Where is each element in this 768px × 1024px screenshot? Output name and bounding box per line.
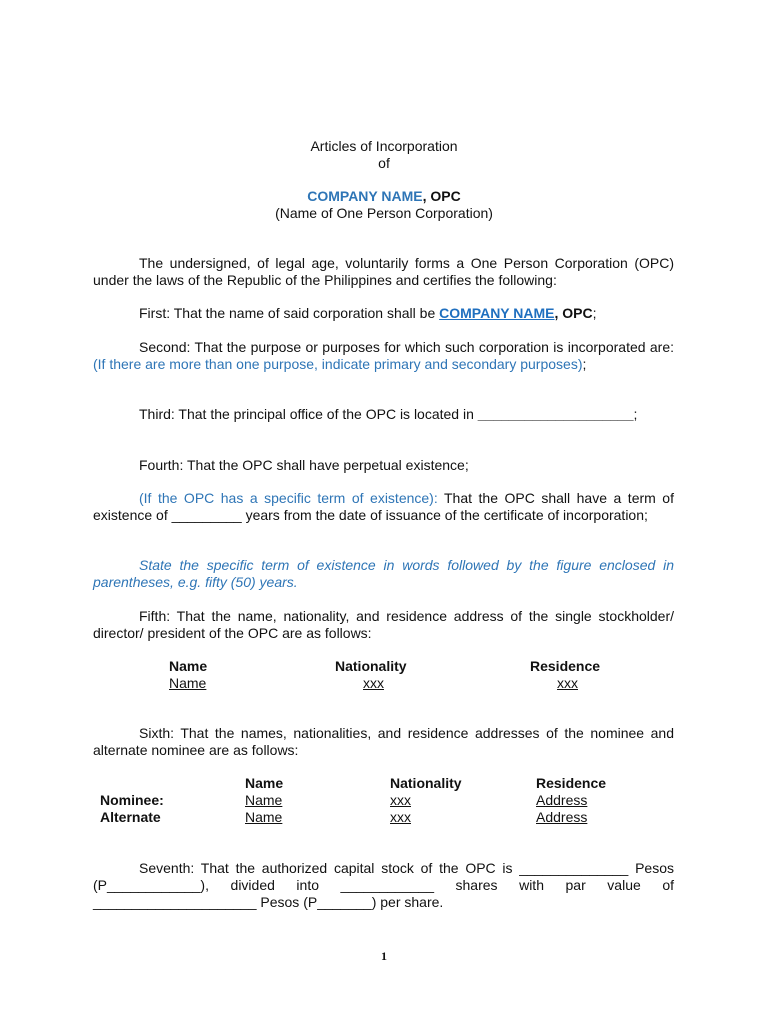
page-number: 1 (381, 949, 387, 963)
article-first (93, 305, 674, 322)
article-first-company-name: COMPANY NAME (439, 305, 555, 321)
article-second-note: (If there are more than one purpose, indicate primary and secondary purposes) (93, 356, 583, 372)
article-seventh: Seventh: That the authorized capital stock of the OPC is ______________ Pesos (P____________), divided into ____________ shares with par value of _____________________ Pesos (P_______) per share. (93, 860, 674, 910)
doc-title-of: of (378, 155, 390, 171)
company-name-placeholder: COMPANY NAME (307, 188, 423, 204)
article-third-text: Third: That the principal office of the OPC is located in (139, 406, 478, 422)
table2-row-label: Nominee: (100, 792, 164, 808)
table2-cell-name: Name (245, 809, 283, 825)
article-second-end: ; (582, 356, 587, 372)
term-instruction: State the specific term of existence in words followed by the figure enclosed in parentheses, e.g. fifty (50) years. (93, 557, 674, 590)
company-subtitle: (Name of One Person Corporation) (275, 205, 493, 221)
table2-header-name: Name (245, 775, 284, 791)
table2-cell-name: Name (245, 792, 283, 808)
table2-cell-residence: Address (536, 792, 588, 808)
company-suffix: , OPC (422, 188, 461, 204)
table1-cell-name: Name (169, 675, 207, 691)
table2-cell-residence: Address (536, 809, 588, 825)
table2-header-nationality: Nationality (390, 775, 462, 791)
article-third-end: ; (633, 406, 638, 422)
table2-header-residence: Residence (536, 775, 607, 791)
table2-cell-nationality: xxx (390, 792, 411, 808)
table1-header-residence: Residence (530, 658, 601, 674)
term-paragraph (93, 490, 674, 524)
article-first-suffix: , OPC (554, 305, 593, 321)
term-note: (If the OPC has a specific term of existence): (139, 490, 438, 506)
article-third (93, 406, 674, 423)
article-first-text: First: That the name of said corporation shall be (139, 305, 440, 321)
term-text: That the OPC shall have a term of existence of _________ years from the date of issuance of the certificate of incorporation; (93, 490, 674, 523)
table1-cell-residence: xxx (557, 675, 578, 691)
article-fourth: Fourth: That the OPC shall have perpetual existence; (139, 457, 469, 473)
table2-cell-nationality: xxx (390, 809, 411, 825)
article-second-text: Second: That the purpose or purposes for which such corporation is incorporated are: (139, 339, 674, 355)
table1-header-name: Name (169, 658, 208, 674)
table1-header-nationality: Nationality (335, 658, 407, 674)
article-third-blank: ____________________ (477, 406, 634, 422)
doc-title: Articles of Incorporation (310, 138, 458, 154)
table2-row-label: Alternate (100, 809, 161, 825)
article-fifth: Fifth: That the name, nationality, and residence address of the single stockholder/ director/ president of the OPC are as follows: (93, 608, 674, 641)
intro-paragraph: The undersigned, of legal age, voluntarily forms a One Person Corporation (OPC) under the laws of the Republic of the Philippines and certifies the following: (93, 255, 674, 288)
table1-cell-nationality: xxx (363, 675, 384, 691)
company-heading (0, 188, 768, 205)
article-first-end: ; (592, 305, 597, 321)
article-second (93, 339, 674, 373)
article-sixth: Sixth: That the names, nationalities, and residence addresses of the nominee and alternate nominee are as follows: (93, 725, 674, 758)
